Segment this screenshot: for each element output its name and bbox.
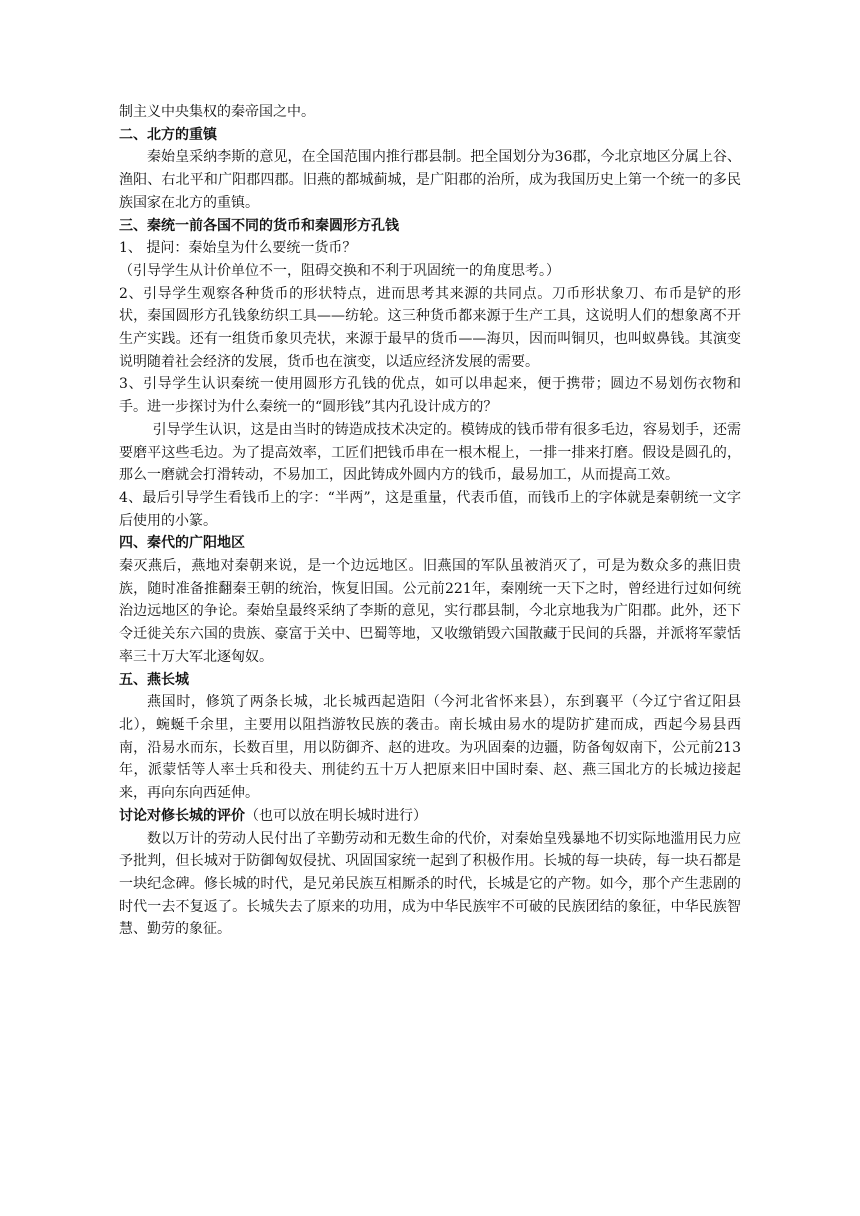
section-heading-northern-town: 二、北方的重镇	[119, 126, 217, 143]
discussion-heading	[119, 805, 741, 828]
list-item-question-1: 1、 提问：秦始皇为什么要统一货币？	[119, 240, 357, 257]
paragraph-guangyang: 秦灭燕后，燕地对秦朝来说，是一个边远地区。旧燕国的军队虽被消灭了，可是为数众多的燕旧贵族，随时准备推翻秦王朝的统治，恢复旧国。公元前221年，秦刚统一天下之时，曾经进行过如何统治边远地区的争论。秦始皇最终采纳了李斯的意见，实行郡县制，今北京地我为广阳郡。此外，还下令迁徙关东六国的贵族、豪富于关中、巴蜀等地，又收缴销毁六国散藏于民间的兵器，并派将军蒙恬率三十万大军北逐匈奴。	[119, 558, 741, 665]
question-1-note: （引导学生从计价单位不一，阻碍交换和不利于巩固统一的角度思考。）	[119, 262, 560, 279]
paragraph-discussion: 数以万计的劳动人民付出了辛勤劳动和无数生命的代价，对秦始皇残暴地不切实际地滥用民力应予批判，但长城对于防御匈奴侵扰、巩固国家统一起到了积极作用。长城的每一块砖，每一块石都是一块纪念碑。修长城的时代，是兄弟民族互相厮杀的时代，长城是它的产物。如今，那个产生悲剧的时代一去不复返了。长城失去了原来的功用，成为中华民族牢不可破的民族团结的象征，中华民族智慧、勤劳的象征。	[119, 830, 741, 938]
section-heading-guangyang: 四、秦代的广阳地区	[119, 535, 245, 552]
section-heading-yan-wall: 五、燕长城	[119, 671, 189, 688]
paragraph-yan-wall: 燕国时，修筑了两条长城，北长城西起造阳（今河北省怀来县），东到襄平（今辽宁省辽阳县北），蜿蜒千余里，主要用以阻挡游牧民族的袭击。南长城由易水的堤防扩建而成，西起今易县西南，沿易水而东，长数百里，用以防御齐、赵的进攻。为巩固秦的边疆，防备匈奴南下，公元前213年，派蒙恬等人率士兵和役夫、刑徒约五十万人把原来旧中国时秦、赵、燕三国北方的长城边接起来，再向东向西延伸。	[119, 694, 741, 802]
continued-line: 制主义中央集权的秦帝国之中。	[119, 104, 315, 120]
discussion-heading-note: （也可以放在明长城时进行）	[245, 807, 427, 824]
list-item-2: 2、引导学生观察各种货币的形状特点，进而思考其来源的共同点。刀币形状象刀、布币是铲的形状，秦国圆形方孔钱象纺织工具——纺轮。这三种货币都来源于生产工具，这说明人们的想象离不开生产实践。还有一组货币象贝壳状，来源于最早的货币——海贝，因而叫铜贝，也叫蚁鼻钱。其演变说明随着社会经济的发展，货币也在演变，以适应经济发展的需要。	[119, 285, 741, 370]
section-heading-currency: 三、秦统一前各国不同的货币和秦圆形方孔钱	[119, 217, 399, 234]
document-page	[119, 101, 741, 941]
paragraph-square-hole: 引导学生认识，这是由当时的铸造成技术决定的。模铸成的钱币带有很多毛边，容易划手，还需要磨平这些毛边。为了提高效率，工匠们把钱币串在一根木棍上，一排一排来打磨。假设是圆孔的，那么一磨就会打滑转动，不易加工，因此铸成外圆内方的钱币，最易加工，从而提高工效。	[119, 421, 741, 484]
paragraph-northern-town: 秦始皇采纳李斯的意见，在全国范围内推行郡县制。把全国划分为36郡，今北京地区分属上谷、渔阳、右北平和广阳郡四郡。旧燕的都城蓟城，是广阳郡的治所，成为我国历史上第一个统一的多民族国家在北方的重镇。	[119, 149, 741, 211]
list-item-3: 3、引导学生认识秦统一使用圆形方孔钱的优点，如可以串起来，便于携带；圆边不易划伤衣物和手。进一步探讨为什么秦统一的“圆形钱”其内孔设计成方的？	[119, 376, 741, 416]
discussion-heading-title: 讨论对修长城的评价	[119, 807, 245, 824]
list-item-4: 4、最后引导学生看钱币上的字：“半两”，这是重量，代表币值，而钱币上的字体就是秦朝统一文字后使用的小篆。	[119, 489, 741, 529]
